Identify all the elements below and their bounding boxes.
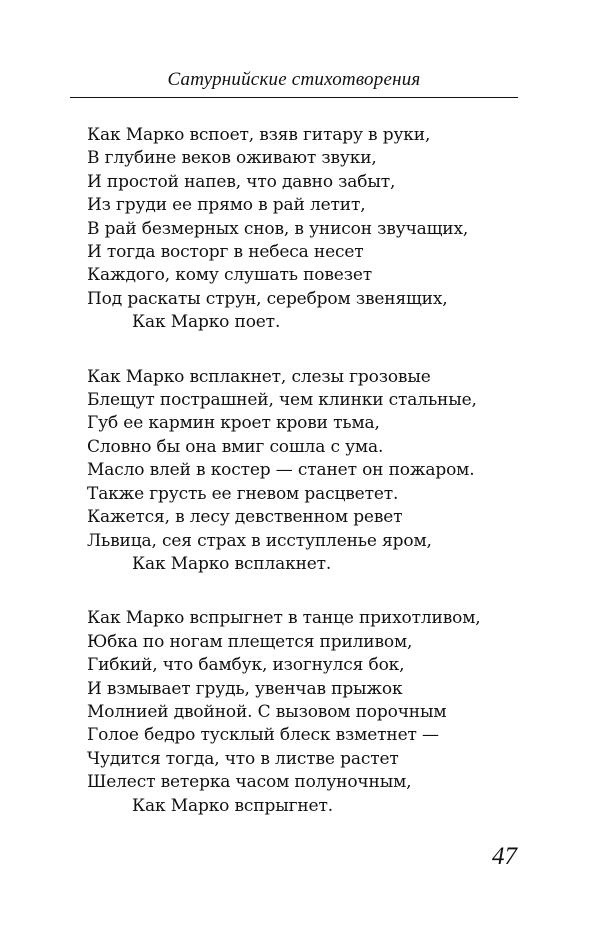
verse-line: В глубине веков оживают звуки, <box>87 148 377 169</box>
refrain-line: Как Марко вспрыгнет. <box>132 795 333 816</box>
refrain-line: Как Марко всплакнет. <box>132 553 332 574</box>
verse-line: Голое бедро тусклый блеск взметнет — <box>87 725 439 746</box>
verse-line: И тогда восторг в небеса несет <box>87 242 364 263</box>
page-number: 47 <box>492 843 517 870</box>
verse-line: Словно бы она вмиг сошла с ума. <box>87 436 384 457</box>
running-title: Сатурнийские стихотворения <box>167 69 421 90</box>
stanza-1 <box>87 124 527 335</box>
verse-line: Масло влей в костер — станет он пожаром. <box>87 460 475 481</box>
verse-line: Под раскаты струн, серебром звенящих, <box>87 288 448 309</box>
stanza-3 <box>87 607 527 818</box>
verse-line: И взмывает грудь, увенчав прыжок <box>87 678 403 699</box>
verse-line: Как Марко всплакнет, слезы грозовые <box>87 366 431 387</box>
stanza-2 <box>87 366 527 577</box>
header-rule <box>70 97 518 98</box>
verse-line: Юбка по ногам плещется приливом, <box>87 631 413 652</box>
verse-line: Как Марко вспрыгнет в танце прихотливом, <box>87 608 481 629</box>
verse-line: И простой напев, что давно забыт, <box>87 171 396 192</box>
verse-line: Львица, сея страх в исступленье яром, <box>87 530 432 551</box>
verse-line: Из груди ее прямо в рай летит, <box>87 195 366 216</box>
verse-line: Каждого, кому слушать повезет <box>87 265 372 286</box>
page-header <box>70 68 518 100</box>
refrain-line: Как Марко поет. <box>132 312 281 333</box>
verse-line: Также грусть ее гневом расцветет. <box>87 483 399 504</box>
verse-line: Кажется, в лесу девственном ревет <box>87 507 403 528</box>
verse-line: В рай безмерных снов, в унисон звучащих, <box>87 218 469 239</box>
verse-line: Чудится тогда, что в листве растет <box>87 748 399 769</box>
verse-line: Гибкий, что бамбук, изогнулся бок, <box>87 655 405 676</box>
verse-line: Губ ее кармин кроет крови тьма, <box>87 413 380 434</box>
verse-line: Шелест ветерка часом полуночным, <box>87 772 412 793</box>
verse-line: Блещут пострашней, чем клинки стальные, <box>87 390 477 411</box>
verse-line: Молнией двойной. С вызовом порочным <box>87 701 447 722</box>
verse-line: Как Марко вспоет, взяв гитару в руки, <box>87 125 431 145</box>
poem <box>87 124 527 849</box>
